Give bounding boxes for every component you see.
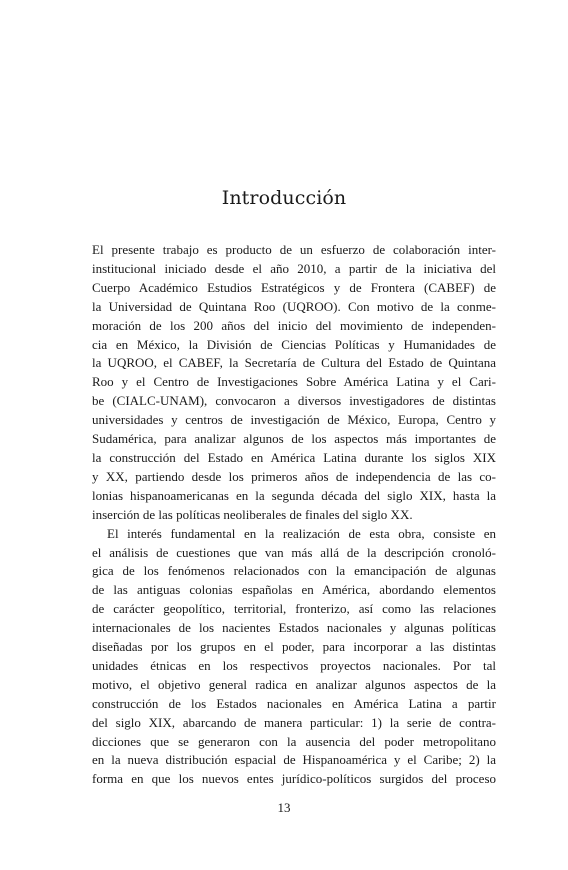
- text-line: moración de los 200 años del inicio del movimiento de independen-: [92, 317, 496, 333]
- text-line: El interés fundamental en la realización de esta obra, consiste en: [107, 525, 496, 541]
- text-line: universidades y centros de investigación de México, Europa, Centro y: [92, 412, 496, 428]
- text-line: en la nueva distribución espacial de Hispanoamérica y el Caribe; 2) la: [92, 752, 496, 768]
- text-line: la UQROO, el CABEF, la Secretaría de Cultura del Estado de Quintana: [92, 355, 496, 371]
- text-line: motivo, el objetivo general radica en analizar algunos aspectos de la: [92, 676, 496, 692]
- text-line: de las antiguas colonias españolas en América, abordando elementos: [92, 582, 496, 598]
- text-line: el análisis de cuestiones que van más allá de la descripción cronoló-: [92, 544, 496, 560]
- paragraph-2: [92, 525, 496, 790]
- text-line: Roo y el Centro de Investigaciones Sobre América Latina y el Cari-: [92, 374, 496, 390]
- body-text: [92, 241, 496, 789]
- text-line: lonias hispanoamericanas en la segunda década del siglo XIX, hasta la: [92, 487, 496, 503]
- text-line: y XX, partiendo desde los primeros años de independencia de las co-: [92, 468, 496, 484]
- text-line: diseñadas por los grupos en el poder, para incorporar a las distintas: [92, 639, 496, 655]
- text-line: Sudamérica, para analizar algunos de los aspectos más importantes de: [92, 431, 496, 447]
- text-line: Cuerpo Académico Estudios Estratégicos y de Frontera (CABEF) de: [92, 279, 496, 295]
- text-line: cia en México, la División de Ciencias Políticas y Humanidades de: [92, 336, 496, 352]
- chapter-title: Introducción: [221, 187, 347, 209]
- text-line: be (CIALC-UNAM), convocaron a diversos investigadores de distintas: [92, 393, 496, 409]
- text-line: internacionales de los nacientes Estados nacionales y algunas políticas: [92, 620, 496, 636]
- page-number: 13: [277, 800, 291, 815]
- text-line: forma en que los nuevos entes jurídico-políticos surgidos del proceso: [92, 771, 496, 787]
- paragraph-1: [92, 241, 496, 525]
- text-line: construcción de los Estados nacionales en América Latina a partir: [92, 695, 496, 711]
- text-line: El presente trabajo es producto de un esfuerzo de colaboración inter-: [92, 242, 496, 257]
- text-line: dicciones que se generaron con la ausencia del poder metropolitano: [92, 733, 496, 749]
- text-line: la Universidad de Quintana Roo (UQROO). Con motivo de la conme-: [92, 298, 496, 314]
- text-line: institucional iniciado desde el año 2010, a partir de la iniciativa del: [92, 260, 496, 276]
- text-line: gica de los fenómenos relacionados con la emancipación de algunas: [92, 563, 496, 579]
- text-line: la construcción del Estado en América Latina durante los siglos XIX: [92, 449, 496, 465]
- text-line: del siglo XIX, abarcando de manera particular: 1) la serie de contra-: [92, 714, 496, 730]
- text-line: unidades étnicas en los respectivos proyectos nacionales. Por tal: [92, 657, 496, 673]
- text-line: de carácter geopolítico, territorial, fronterizo, así como las relaciones: [92, 601, 496, 617]
- text-line: inserción de las políticas neoliberales de finales del siglo XX.: [92, 506, 413, 522]
